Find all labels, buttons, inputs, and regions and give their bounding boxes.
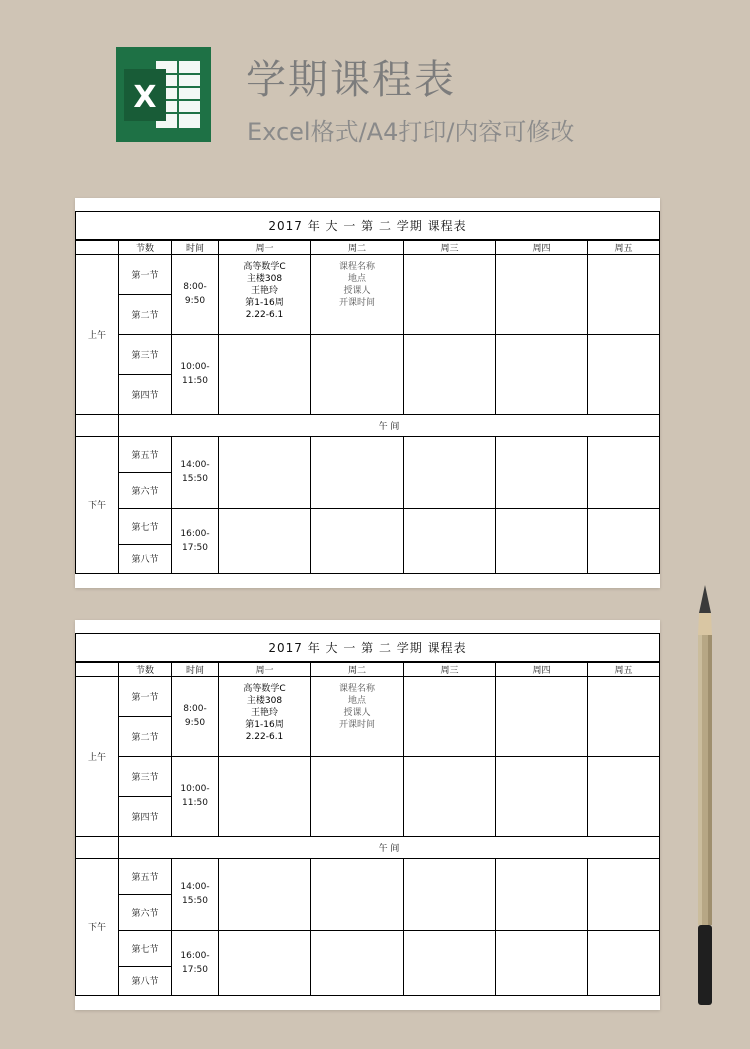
time-slot: 14:00- 15:50 bbox=[172, 858, 219, 930]
course-cell[interactable] bbox=[496, 254, 588, 334]
col-header-fri: 周五 bbox=[588, 240, 660, 255]
course-cell-mon[interactable]: 高等数学C 主楼308 王艳玲 第1-16周 2.22-6.1 bbox=[219, 254, 311, 334]
course-cell[interactable] bbox=[404, 334, 496, 414]
col-header-thu: 周四 bbox=[496, 240, 588, 255]
course-cell[interactable] bbox=[311, 334, 404, 414]
course-cell[interactable] bbox=[219, 858, 311, 930]
course-cell[interactable] bbox=[311, 756, 404, 836]
time-slot: 10:00- 11:50 bbox=[172, 334, 219, 414]
course-cell[interactable] bbox=[496, 508, 588, 573]
period-label: 第三节 bbox=[119, 334, 172, 374]
schedule-sheet-1 bbox=[75, 198, 660, 588]
period-label: 第七节 bbox=[119, 930, 172, 966]
noon-break: 午 间 bbox=[119, 414, 660, 436]
course-cell-tue[interactable]: 课程名称 地点 授课人 开课时间 bbox=[311, 254, 404, 334]
period-label: 第八节 bbox=[119, 966, 172, 995]
col-header-mon: 周一 bbox=[219, 240, 311, 255]
time-slot: 14:00- 15:50 bbox=[172, 436, 219, 508]
course-cell[interactable] bbox=[588, 508, 660, 573]
time-slot: 10:00- 11:50 bbox=[172, 756, 219, 836]
course-cell[interactable] bbox=[404, 254, 496, 334]
col-header-thu: 周四 bbox=[496, 662, 588, 677]
period-label: 第二节 bbox=[119, 716, 172, 756]
col-header-mon: 周一 bbox=[219, 662, 311, 677]
course-cell[interactable] bbox=[404, 436, 496, 508]
course-cell[interactable] bbox=[588, 676, 660, 756]
course-cell[interactable] bbox=[496, 930, 588, 995]
col-header-period: 节数 bbox=[119, 662, 172, 677]
period-label: 第四节 bbox=[119, 796, 172, 836]
morning-label: 上午 bbox=[76, 676, 119, 836]
schedule-title: 2017 年 大 一 第 二 学期 课程表 bbox=[76, 634, 660, 662]
course-cell[interactable] bbox=[496, 676, 588, 756]
course-cell[interactable] bbox=[404, 756, 496, 836]
course-cell[interactable] bbox=[588, 334, 660, 414]
time-slot: 8:00- 9:50 bbox=[172, 254, 219, 334]
period-label: 第四节 bbox=[119, 374, 172, 414]
course-cell[interactable] bbox=[496, 756, 588, 836]
noon-break: 午 间 bbox=[119, 836, 660, 858]
col-header-tue: 周二 bbox=[311, 662, 404, 677]
corner-cell bbox=[76, 240, 119, 255]
corner-cell bbox=[76, 662, 119, 677]
course-cell-mon[interactable]: 高等数学C 主楼308 王艳玲 第1-16周 2.22-6.1 bbox=[219, 676, 311, 756]
course-cell[interactable] bbox=[588, 756, 660, 836]
schedule-title: 2017 年 大 一 第 二 学期 课程表 bbox=[76, 212, 660, 240]
time-slot: 16:00- 17:50 bbox=[172, 508, 219, 573]
course-cell[interactable] bbox=[219, 436, 311, 508]
course-cell[interactable] bbox=[311, 508, 404, 573]
period-label: 第一节 bbox=[119, 676, 172, 716]
col-header-wed: 周三 bbox=[404, 662, 496, 677]
course-cell[interactable] bbox=[588, 858, 660, 930]
course-cell[interactable] bbox=[311, 930, 404, 995]
course-cell[interactable] bbox=[404, 930, 496, 995]
course-cell[interactable] bbox=[219, 756, 311, 836]
course-cell[interactable] bbox=[311, 858, 404, 930]
period-label: 第六节 bbox=[119, 894, 172, 930]
period-label: 第五节 bbox=[119, 858, 172, 894]
course-cell[interactable] bbox=[588, 930, 660, 995]
noon-blank bbox=[76, 836, 119, 858]
col-header-time: 时间 bbox=[172, 240, 219, 255]
morning-label: 上午 bbox=[76, 254, 119, 414]
course-cell[interactable] bbox=[311, 436, 404, 508]
course-cell[interactable] bbox=[404, 858, 496, 930]
page-title: 学期课程表 bbox=[246, 57, 456, 103]
schedule-table bbox=[75, 211, 660, 574]
period-label: 第三节 bbox=[119, 756, 172, 796]
course-cell[interactable] bbox=[219, 508, 311, 573]
col-header-wed: 周三 bbox=[404, 240, 496, 255]
col-header-time: 时间 bbox=[172, 662, 219, 677]
afternoon-label: 下午 bbox=[76, 858, 119, 995]
period-label: 第六节 bbox=[119, 472, 172, 508]
period-label: 第一节 bbox=[119, 254, 172, 294]
period-label: 第七节 bbox=[119, 508, 172, 544]
schedule-table bbox=[75, 633, 660, 996]
time-slot: 8:00- 9:50 bbox=[172, 676, 219, 756]
noon-blank bbox=[76, 414, 119, 436]
pencil-icon bbox=[692, 585, 718, 1005]
period-label: 第五节 bbox=[119, 436, 172, 472]
col-header-tue: 周二 bbox=[311, 240, 404, 255]
course-cell-tue[interactable]: 课程名称 地点 授课人 开课时间 bbox=[311, 676, 404, 756]
col-header-period: 节数 bbox=[119, 240, 172, 255]
course-cell[interactable] bbox=[219, 334, 311, 414]
page-subtitle: Excel格式/A4打印/内容可修改 bbox=[247, 118, 575, 146]
time-slot: 16:00- 17:50 bbox=[172, 930, 219, 995]
course-cell[interactable] bbox=[496, 858, 588, 930]
afternoon-label: 下午 bbox=[76, 436, 119, 573]
period-label: 第八节 bbox=[119, 544, 172, 573]
course-cell[interactable] bbox=[588, 254, 660, 334]
course-cell[interactable] bbox=[496, 334, 588, 414]
course-cell[interactable] bbox=[496, 436, 588, 508]
course-cell[interactable] bbox=[219, 930, 311, 995]
schedule-sheet-2 bbox=[75, 620, 660, 1010]
course-cell[interactable] bbox=[404, 508, 496, 573]
course-cell[interactable] bbox=[404, 676, 496, 756]
period-label: 第二节 bbox=[119, 294, 172, 334]
logo-letter: X bbox=[133, 80, 157, 115]
col-header-fri: 周五 bbox=[588, 662, 660, 677]
course-cell[interactable] bbox=[588, 436, 660, 508]
excel-logo-icon bbox=[116, 47, 211, 142]
